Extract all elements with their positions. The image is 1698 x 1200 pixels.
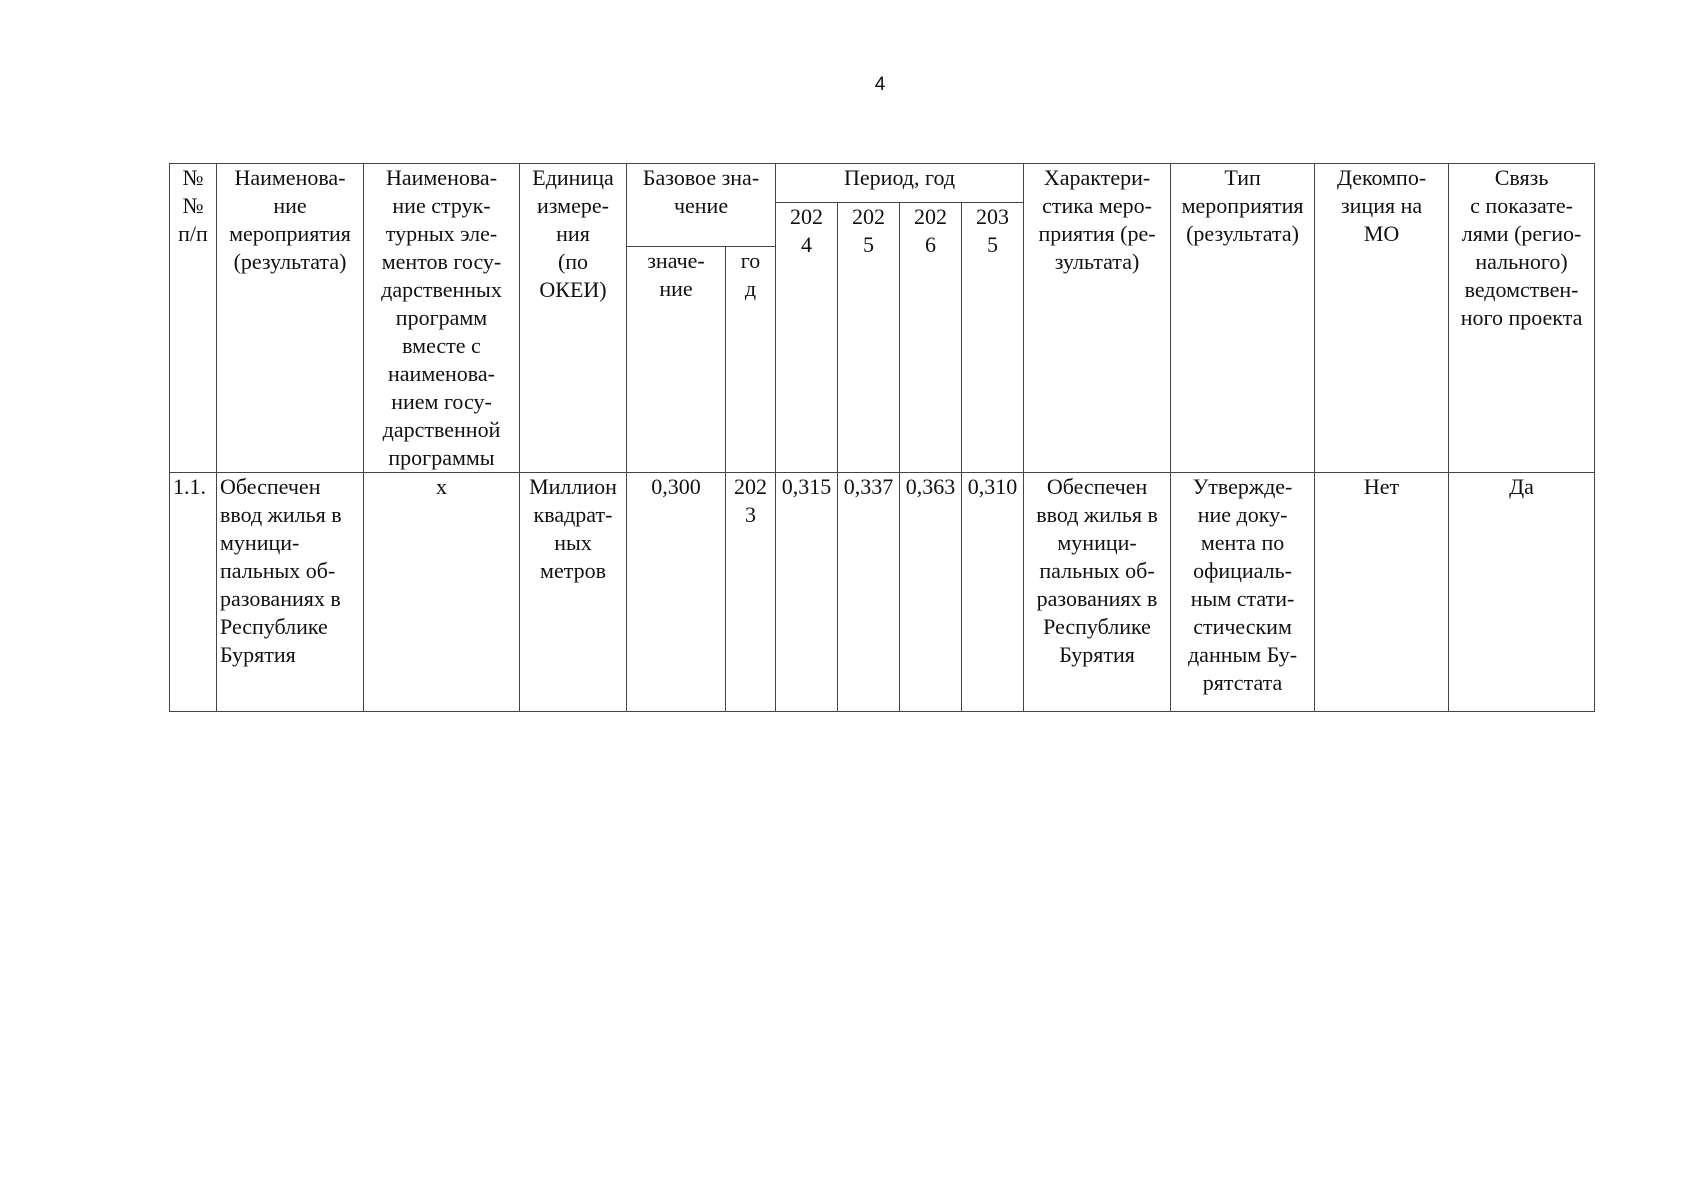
- cell-base-value: 0,300: [627, 473, 726, 712]
- indicators-table: [169, 163, 1595, 712]
- header-year-2024: 202 4: [776, 203, 838, 473]
- cell-value-2035: 0,310: [962, 473, 1024, 712]
- cell-value-2025: 0,337: [838, 473, 900, 712]
- cell-structural-elements: x: [364, 473, 520, 712]
- header-year-2025: 202 5: [838, 203, 900, 473]
- cell-event-type: Утвержде- ние доку- мента по официаль- ным стати- стическим данным Бу- рятстата: [1171, 473, 1315, 712]
- header-base-value-amount: значе- ние: [627, 247, 726, 473]
- header-base-year: го д: [726, 247, 776, 473]
- cell-value-2024: 0,315: [776, 473, 838, 712]
- header-period: Период, год: [776, 164, 1024, 203]
- header-year-2035: 203 5: [962, 203, 1024, 473]
- header-base-value: Базовое зна- чение: [627, 164, 776, 247]
- header-row-number: № № п/п: [170, 164, 217, 473]
- header-year-2026: 202 6: [900, 203, 962, 473]
- cell-characteristic: Обеспечен ввод жилья в муници- пальных об- разованиях в Республике Бурятия: [1024, 473, 1171, 712]
- header-row: [170, 164, 1595, 203]
- cell-event-name: Обеспечен ввод жилья в муници- пальных об- разованиях в Республике Бурятия: [217, 473, 364, 712]
- header-event-name: Наименова- ние мероприятия (результата): [217, 164, 364, 473]
- header-event-type: Тип мероприятия (результата): [1171, 164, 1315, 473]
- page-number: 4: [874, 74, 886, 95]
- header-unit: Единица измере- ния (по ОКЕИ): [520, 164, 627, 473]
- cell-project-link: Да: [1449, 473, 1595, 712]
- cell-base-year: 202 3: [726, 473, 776, 712]
- cell-number: 1.1.: [170, 473, 217, 712]
- header-project-link: Связь с показате- лями (регио- нального) ведомствен- ного проекта: [1449, 164, 1595, 473]
- header-structural-elements: Наименова- ние струк- турных эле- ментов госу- дарственных программ вместе с наименова- нием госу- дарственной программы: [364, 164, 520, 473]
- table-row: [170, 473, 1595, 712]
- header-decomposition: Декомпо- зиция на МО: [1315, 164, 1449, 473]
- cell-value-2026: 0,363: [900, 473, 962, 712]
- cell-decomposition: Нет: [1315, 473, 1449, 712]
- header-characteristic: Характери- стика меро- приятия (ре- зультата): [1024, 164, 1171, 473]
- cell-unit: Миллион квадрат- ных метров: [520, 473, 627, 712]
